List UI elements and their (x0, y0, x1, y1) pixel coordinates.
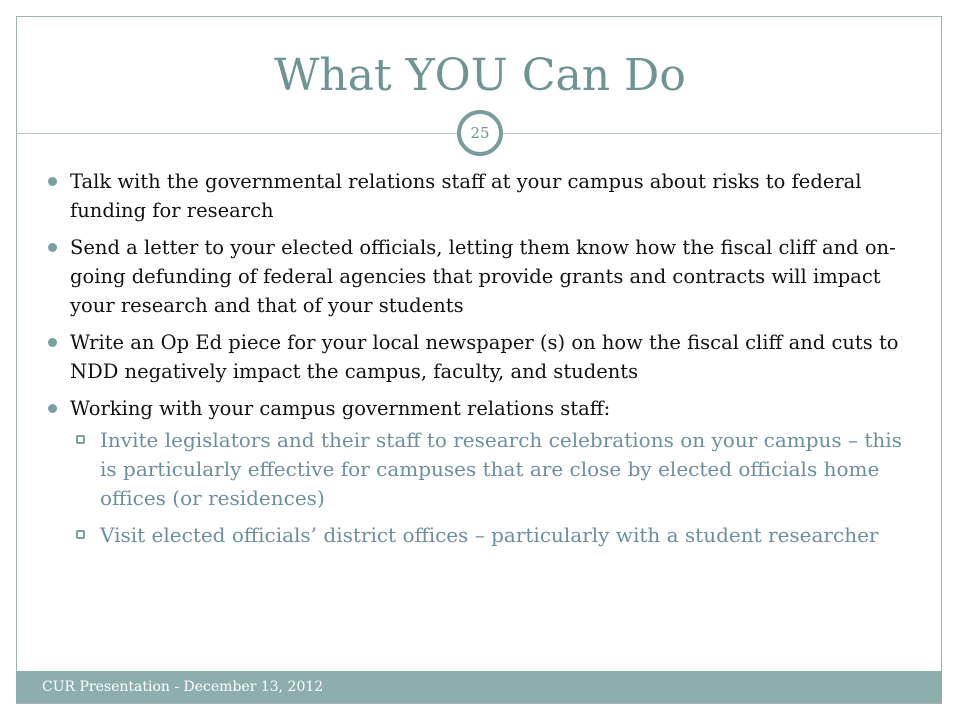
sub-bullet-item (70, 521, 916, 550)
footer-bar (16, 671, 942, 703)
bullet-item (46, 167, 916, 225)
bullet-dot-icon (48, 404, 57, 413)
sub-bullet-text: Invite legislators and their staff to research celebrations on your campus – this is particularly effective for campuses that are close by elected officials home offices (or residences) (100, 428, 902, 510)
sub-bullet-text: Visit elected officials’ district offices – particularly with a student researcher (100, 523, 879, 547)
sub-bullet-item (70, 426, 916, 513)
page-number: 25 (470, 124, 490, 142)
bullet-dot-icon (48, 177, 57, 186)
bullet-item (46, 328, 916, 386)
sub-bullet-list (70, 426, 916, 550)
square-bullet-icon (76, 435, 85, 444)
bullet-dot-icon (48, 243, 57, 252)
bullet-text: Send a letter to your elected officials, letting them know how the fiscal cliff and on-going defunding of federal agencies that provide grants and contracts will impact your research and that of your students (70, 236, 896, 317)
bullet-dot-icon (48, 338, 57, 347)
bullet-text: Talk with the governmental relations staff at your campus about risks to federal funding for research (70, 170, 862, 222)
bullet-text: Write an Op Ed piece for your local newspaper (s) on how the fiscal cliff and cuts to NDD negatively impact the campus, faculty, and students (70, 331, 899, 383)
page-number-badge (457, 110, 503, 156)
bullet-list (46, 167, 916, 550)
footer-text: CUR Presentation - December 13, 2012 (42, 679, 324, 695)
square-bullet-icon (76, 530, 85, 539)
slide-title: What YOU Can Do (274, 50, 686, 101)
bullet-text: Working with your campus government relations staff: (70, 397, 611, 420)
bullet-item (46, 394, 916, 550)
bullet-item (46, 233, 916, 320)
slide-content (46, 167, 916, 558)
